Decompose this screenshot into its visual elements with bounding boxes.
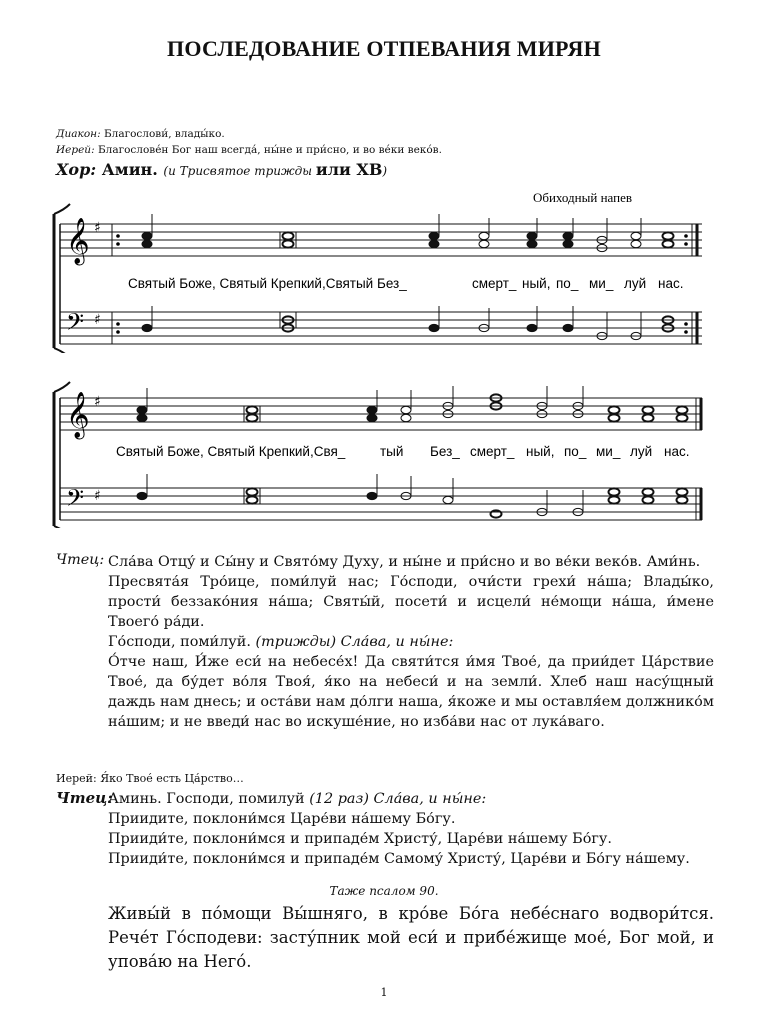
lyric-syllable: Святый Боже, Святый Крепкий,Свя_ [116, 444, 346, 459]
amen-line [108, 789, 714, 809]
treble-staff [60, 398, 702, 430]
choir-line [56, 160, 387, 179]
priest-exclamation: Иерей: Я́ко Твое́ есть Ца́рство… [56, 772, 244, 785]
priest-line [56, 144, 442, 156]
treble-notes [137, 386, 688, 422]
choir-close: ) [382, 164, 388, 178]
lyric-syllable: ми_ [596, 444, 621, 459]
deacon-text: Благослови́, влады́ко. [100, 128, 225, 140]
deacon-label: Диакон: [56, 128, 101, 140]
score-svg-1 [52, 188, 708, 353]
bass-notes [142, 306, 674, 340]
lyric-syllable: смерт_ [472, 276, 517, 291]
choir-amen: Амин. [96, 160, 164, 179]
treble-notes [142, 214, 674, 252]
come-worship-line-1: Приидите, поклони́мся Царе́ви на́шему Бо́гу. [108, 811, 456, 827]
reader-label: Чтец: [56, 789, 113, 807]
treble-clef-icon: 𝄞 [66, 392, 90, 438]
lyric-syllable: Без_ [430, 444, 460, 459]
lords-prayer-paragraph: О́тче наш, И́же еси́ на небесе́х! Да святи́тся и́мя Твое́, да прии́дет Ца́рствие Твое́, да бу́дет во́ля Твоя́, я́ко на небеси́ и на земли́. Хлеб наш насу́щный даждь нам днесь; и оста́ви нам до́лги наша, я́коже и мы оставля́ем должнико́м на́шим; и не введи́ нас во искуше́ние, но изба́ви нас от лука́ваго. [108, 654, 714, 730]
lyric-syllable: смерт_ [470, 444, 515, 459]
reader-text-1 [108, 552, 714, 732]
lyric-syllable: луй [630, 444, 653, 459]
come-worship-line-2: Прииди́те, поклони́мся и припаде́м Христу́, Царе́ви на́шему Бо́гу. [108, 831, 612, 847]
priest-text: Благослове́н Бог наш всегда́, ны́не и при́сно, и во ве́ки веко́в. [94, 144, 442, 156]
bass-staff [60, 488, 702, 520]
chant-name: Обиходный напев [532, 190, 632, 205]
amen-rubric: (12 раз) Сла́ва, и ны́не: [309, 791, 487, 807]
lyric-syllable: тый [380, 444, 404, 459]
lyric-syllable: Святый Боже, Святый Крепкий,Святый Без_ [128, 276, 407, 291]
priest-label: Иерей: [56, 144, 95, 156]
sharp-icon: ♯ [94, 394, 101, 410]
doxology-paragraph: Сла́ва Отцу́ и Сы́ну и Свято́му Духу, и ны́не и при́сно и во ве́ки веко́в. Ами́нь. [108, 554, 701, 570]
choir-note: (и Трисвятое трижды [163, 164, 316, 178]
deacon-line [56, 128, 225, 140]
psalm-heading: Таже псалом 90. [329, 884, 439, 898]
kyrie-text: Го́споди, поми́луй. [108, 634, 256, 650]
choir-label: Хор: [56, 160, 97, 179]
treble-staff [60, 224, 702, 256]
lyric-syllable: ми_ [589, 276, 614, 291]
lyric-syllable: луй [624, 276, 647, 291]
bass-clef-icon: 𝄢 [66, 484, 85, 517]
treble-clef-icon: 𝄞 [66, 218, 90, 264]
lyric-syllable: ный, [522, 276, 551, 291]
psalm-text: Живы́й в по́мощи Вы́шняго, в кро́ве Бо́га небе́снаго водвори́тся. Рече́т Го́сподеви: засту́пник мой еси́ и прибе́жище мое́, Бог мой, и упова́ю на Него́. [108, 904, 714, 971]
page-title: ПОСЛЕДОВАНИЕ ОТПЕВАНИЯ МИРЯН [167, 36, 601, 61]
trinity-prayer-paragraph: Пресвята́я Тро́ице, поми́луй нас; Го́споди, очи́сти грехи́ на́ша; Влады́ко, прости́ беззако́ния на́ша; Святы́й, посети́ и исцели́ не́мощи на́ша, и́мене Твоего́ ра́ди. [108, 574, 714, 630]
page-number: 1 [380, 986, 388, 999]
score-svg-2 [52, 378, 708, 528]
lyric-syllable: по_ [564, 444, 587, 459]
come-worship-line-3: Прииди́те, поклони́мся и припаде́м Самому́ Христу́, Царе́ви и Бо́гу на́шему. [108, 851, 690, 867]
bass-clef-icon: 𝄢 [66, 308, 85, 341]
score-system-2 [52, 378, 708, 528]
lyric-syllable: нас. [658, 276, 684, 291]
reader-label: Чтец: [56, 552, 105, 568]
kyrie-paragraph [108, 632, 714, 652]
sharp-icon: ♯ [94, 312, 101, 328]
reader-text-2 [108, 789, 714, 869]
lyric-syllable: нас. [664, 444, 690, 459]
sharp-icon: ♯ [94, 488, 101, 504]
choir-or: или ХВ [315, 160, 383, 179]
score-system-1 [52, 188, 708, 353]
amen-text: Аминь. Господи, помилуй [108, 791, 310, 807]
lyric-syllable: по_ [556, 276, 579, 291]
kyrie-rubric: (трижды) Сла́ва, и ны́не: [255, 634, 454, 650]
lyric-syllable: ный, [526, 444, 555, 459]
sharp-icon: ♯ [94, 220, 101, 236]
bass-staff [60, 312, 702, 344]
